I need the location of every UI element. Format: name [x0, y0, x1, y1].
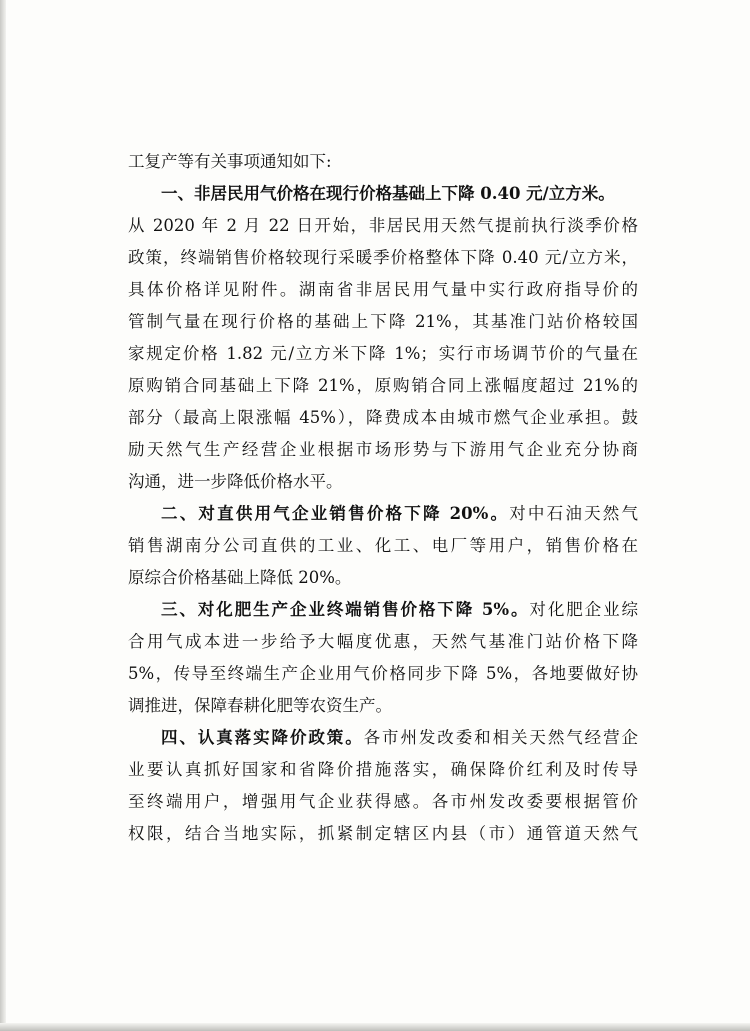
intro-line: 工复产等有关事项通知如下: [128, 152, 332, 171]
section2-line: 销售湖南分公司直供的工业、化工、电厂等用户，销售价格在 [128, 536, 638, 555]
scan-edge-shadow [0, 0, 6, 1031]
section1-line: 家规定价格 1.82 元/立方米下降 1%；实行市场调节价的气量在 [128, 344, 638, 363]
section1-line: 部分（最高上限涨幅 45%），降费成本由城市燃气企业承担。鼓 [128, 408, 638, 427]
section1-line: 沟通，进一步降低价格水平。 [128, 472, 343, 491]
section3-first-line [128, 594, 638, 626]
section2-first-line-rest: 对中石油天然气 [509, 504, 638, 523]
section1-line: 励天然气生产经营企业根据市场形势与下游用气企业充分协商 [128, 440, 638, 459]
document-body [128, 146, 638, 850]
section1-line: 具体价格详见附件。湖南省非居民用气量中实行政府指导价的 [128, 280, 638, 299]
section4-line: 业要认真抓好国家和省降价措施落实，确保降价红利及时传导 [128, 760, 638, 779]
section1-line: 管制气量在现行价格的基础上下降 21%，其基准门站价格较国 [128, 312, 638, 331]
section2-heading: 二、对直供用气企业销售价格下降 20%。 [161, 504, 510, 523]
section1-line: 原购销合同基础上下降 21%，原购销合同上涨幅度超过 21%的 [128, 376, 638, 395]
section1-line: 政策，终端销售价格较现行采暖季价格整体下降 0.40 元/立方米， [128, 248, 638, 267]
section3-line: 5%，传导至终端生产企业用气价格同步下降 5%，各地要做好协 [128, 664, 638, 683]
section2-first-line [128, 498, 638, 530]
section4-first-line-rest: 各市州发改委和相关天然气经营企 [363, 728, 639, 747]
section4-line: 至终端用户，增强用气企业获得感。各市州发改委要根据管价 [128, 792, 638, 811]
section3-line: 调推进，保障春耕化肥等农资生产。 [128, 696, 392, 715]
section4-heading: 四、认真落实降价政策。 [161, 728, 364, 747]
section3-heading: 三、对化肥生产企业终端销售价格下降 5%。 [161, 600, 530, 619]
section3-line: 合用气成本进一步给予大幅度优惠，天然气基准门站价格下降 [128, 632, 638, 651]
section1-line: 从 2020 年 2 月 22 日开始，非居民用天然气提前执行淡季价格 [128, 216, 638, 235]
section2-line: 原综合价格基础上降低 20%。 [128, 568, 352, 587]
section3-first-line-rest: 对化肥企业综 [529, 600, 639, 619]
section4-first-line [128, 722, 638, 754]
scan-edge-shadow-bottom [0, 1023, 750, 1031]
section1-heading: 一、非居民用气价格在现行价格基础上下降 0.40 元/立方米。 [161, 184, 615, 203]
section4-line: 权限，结合当地实际，抓紧制定辖区内县（市）通管道天然气 [128, 824, 638, 843]
